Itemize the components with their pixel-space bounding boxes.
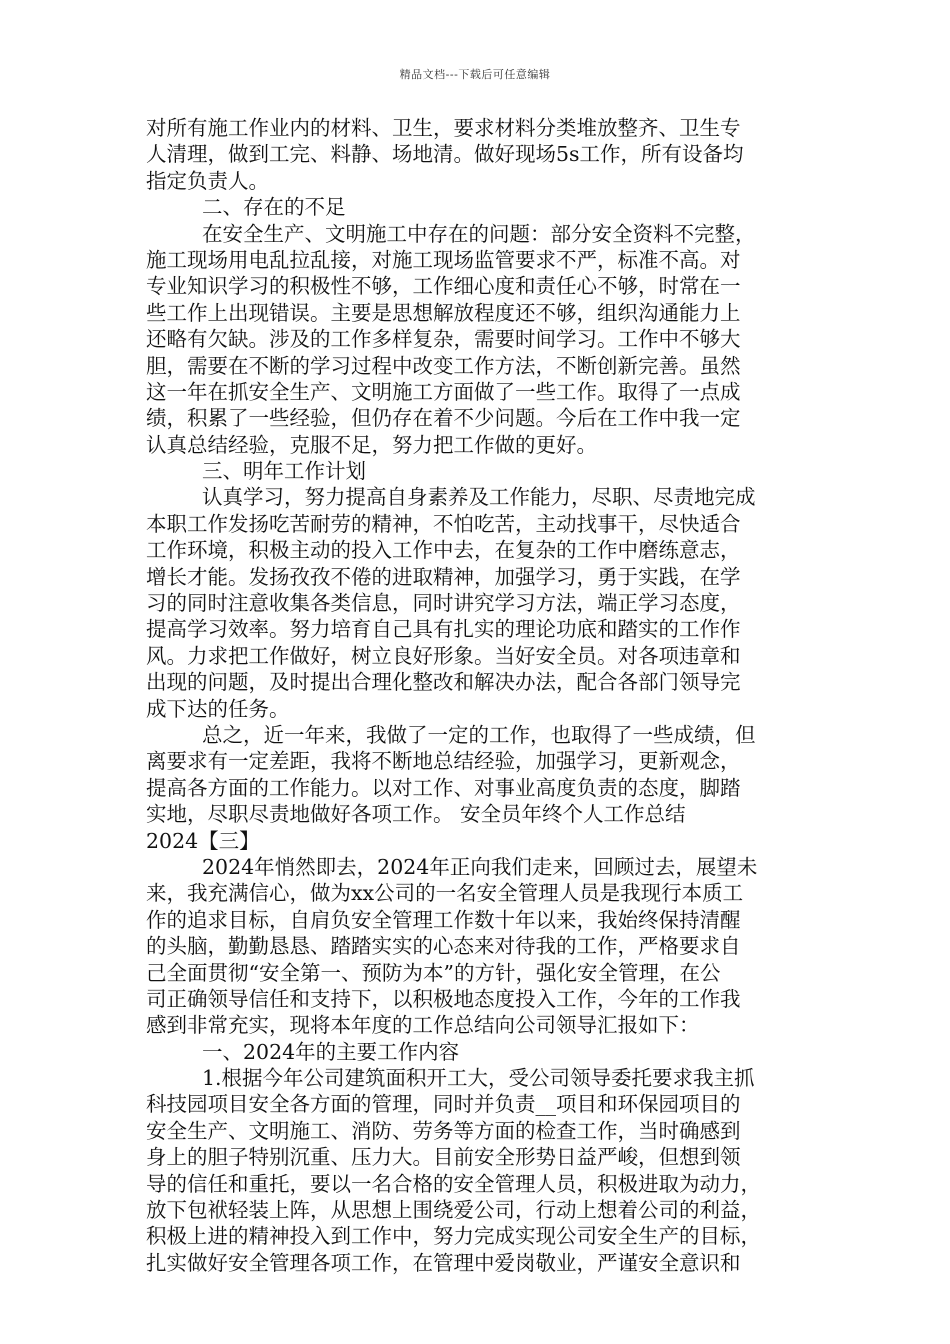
text-line: 些工作上出现错误。主要是思想解放程度还不够，组织沟通能力上 (146, 300, 741, 325)
text-line: 出现的问题，及时提出合理化整改和解决办法，配合各部门领导完 (146, 670, 741, 695)
text-line: 感到非常充实，现将本年度的工作总结向公司领导汇报如下： (146, 1013, 700, 1038)
document-body (146, 115, 808, 1276)
text-line: 增长才能。发扬孜孜不倦的进取精神，加强学习，勇于实践，在学 (146, 564, 741, 589)
text-line: 离要求有一定差距，我将不断地总结经验，加强学习，更新观念， (146, 749, 741, 774)
text-line: 来，我充满信心，做为xx公司的一名安全管理人员是我现行本质工 (146, 881, 744, 906)
section-heading: 三、明年工作计划 (202, 459, 366, 484)
text-line: 施工现场用电乱拉乱接，对施工现场监管要求不严，标准不高。对 (146, 247, 741, 272)
text-line: 提高各方面的工作能力。以对工作、对事业高度负责的态度，脚踏 (146, 775, 741, 800)
text-line: 在安全生产、文明施工中存在的问题：部分安全资料不完整， (202, 221, 756, 246)
text-line: 科技园项目安全各方面的管理，同时并负责__项目和环保园项目的 (146, 1092, 741, 1117)
text-line: 成下达的任务。 (146, 696, 290, 721)
text-line: 对所有施工作业内的材料、卫生，要求材料分类堆放整齐、卫生专 (146, 116, 741, 140)
text-line: 导的信任和重托，要以一名合格的安全管理人员，积极进取为动力， (146, 1171, 761, 1196)
text-line: 的头脑，勤勤恳恳、踏踏实实的心态来对待我的工作，严格要求自 (146, 934, 741, 959)
text-line: 总之，近一年来，我做了一定的工作，也取得了一些成绩，但 (202, 722, 756, 747)
text-line: 还略有欠缺。涉及的工作多样复杂，需要时间学习。工作中不够大 (146, 327, 741, 352)
text-line: 人清理，做到工完、料静、场地清。做好现场5s工作，所有设备均 (146, 142, 744, 167)
page-header: 精品文档---下载后可任意编辑 (399, 68, 551, 81)
text-line: 放下包袱轻装上阵，从思想上围绕爱公司，行动上想着公司的利益， (146, 1198, 761, 1223)
text-line: 提高学习效率。努力培育自己具有扎实的理论功底和踏实的工作作 (146, 617, 741, 642)
text-line: 工作环境，积极主动的投入工作中去，在复杂的工作中磨练意志， (146, 538, 741, 563)
text-line: 习的同时注意收集各类信息，同时讲究学习方法，端正学习态度， (146, 591, 741, 616)
text-line: 1.根据今年公司建筑面积开工大，受公司领导委托要求我主抓 (202, 1066, 755, 1091)
text-line: 这一年在抓安全生产、文明施工方面做了一些工作。取得了一点成 (146, 379, 741, 404)
text-line: 安全生产、文明施工、消防、劳务等方面的检查工作，当时确感到 (146, 1118, 741, 1143)
section-heading: 一、2024年的主要工作内容 (202, 1039, 460, 1064)
text-line: 积极上进的精神投入到工作中，努力完成实现公司安全生产的目标， (146, 1224, 761, 1249)
text-line: 专业知识学习的积极性不够，工作细心度和责任心不够，时常在一 (146, 274, 741, 299)
text-line: 2024年悄然即去，2024年正向我们走来，回顾过去，展望未 (202, 854, 758, 879)
text-line: 2024【三】 (146, 828, 260, 853)
text-line: 实地，尽职尽责地做好各项工作。 安全员年终个人工作总结 (146, 802, 686, 827)
text-line: 身上的胆子特别沉重、压力大。目前安全形势日益严峻，但想到领 (146, 1145, 741, 1170)
section-heading: 二、存在的不足 (202, 195, 346, 220)
text-line: 胆，需要在不断的学习过程中改变工作方法，不断创新完善。虽然 (146, 353, 741, 378)
text-line: 指定负责人。 (146, 168, 269, 193)
text-line: 认真总结经验，克服不足，努力把工作做的更好。 (146, 432, 597, 457)
text-line: 司正确领导信任和支持下，以积极地态度投入工作，今年的工作我 (146, 986, 741, 1011)
text-line: 绩，积累了一些经验，但仍存在着不少问题。今后在工作中我一定 (146, 406, 741, 431)
text-line: 本职工作发扬吃苦耐劳的精神，不怕吃苦，主动找事干，尽快适合 (146, 511, 741, 536)
text-line: 扎实做好安全管理各项工作，在管理中爱岗敬业，严谨安全意识和 (146, 1250, 741, 1275)
text-line: 作的追求目标，自肩负安全管理工作数十年以来，我始终保持清醒 (146, 907, 741, 932)
text-line: 己全面贯彻“安全第一、预防为本”的方针，强化安全管理，在公 (146, 960, 721, 985)
text-line: 认真学习，努力提高自身素养及工作能力，尽职、尽责地完成 (202, 485, 756, 510)
text-line: 风。力求把工作做好，树立良好形象。当好安全员。对各项违章和 (146, 643, 741, 668)
